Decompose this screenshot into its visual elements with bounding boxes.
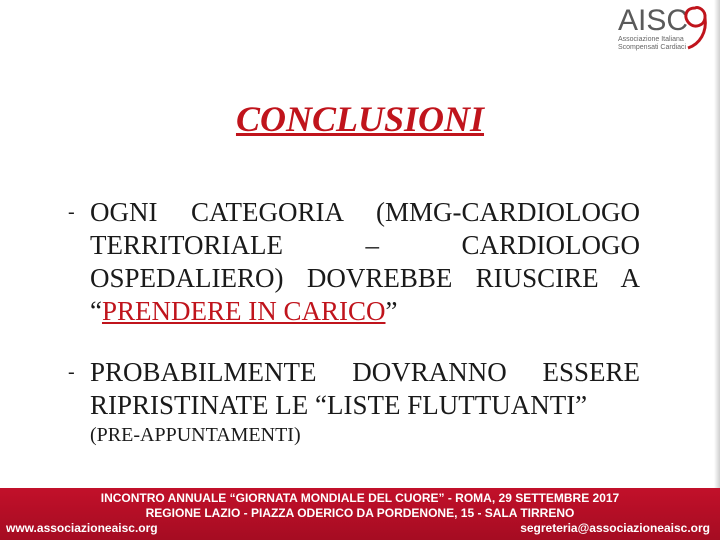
dash-bullet-icon: - bbox=[68, 361, 75, 383]
bullet-highlight: PRENDERE IN CARICO bbox=[101, 296, 386, 326]
logo-text: AISC bbox=[618, 4, 689, 37]
footer-banner bbox=[0, 488, 720, 540]
bullet-text: OGNI CATEGORIA (MMG-CARDIOLOGO TERRITORIALE – CARDIOLOGO OSPEDALIERO) DOVREBBE RIUSCIRE A “ bbox=[90, 197, 640, 326]
logo-subtitle: Associazione Italiana Scompensati Cardiaci bbox=[618, 36, 687, 51]
bullet-note: (PRE-APPUNTAMENTI) bbox=[90, 424, 301, 446]
dash-bullet-icon: - bbox=[68, 201, 75, 223]
footer-event-line: INCONTRO ANNUALE “GIORNATA MONDIALE DEL CUORE” - ROMA, 29 SETTEMBRE 2017 bbox=[100, 491, 620, 505]
bullet-text: PROBABILMENTE DOVRANNO ESSERE RIPRISTINATE LE “LISTE FLUTTUANTI” bbox=[90, 357, 640, 420]
aisc-logo bbox=[610, 2, 714, 58]
footer-email-link[interactable]: segreteria@associazioneaisc.org bbox=[520, 521, 710, 535]
bullet-item bbox=[68, 356, 640, 448]
bullet-list bbox=[68, 196, 640, 448]
footer-location-line: REGIONE LAZIO - PIAZZA ODERICO DA PORDENONE, 15 - SALA TIRRENO bbox=[145, 506, 575, 520]
slide-title: CONCLUSIONI bbox=[235, 99, 485, 139]
bullet-item bbox=[68, 196, 640, 328]
footer-website-link[interactable]: www.associazioneaisc.org bbox=[6, 521, 158, 535]
bullet-text-end: ” bbox=[385, 296, 398, 326]
